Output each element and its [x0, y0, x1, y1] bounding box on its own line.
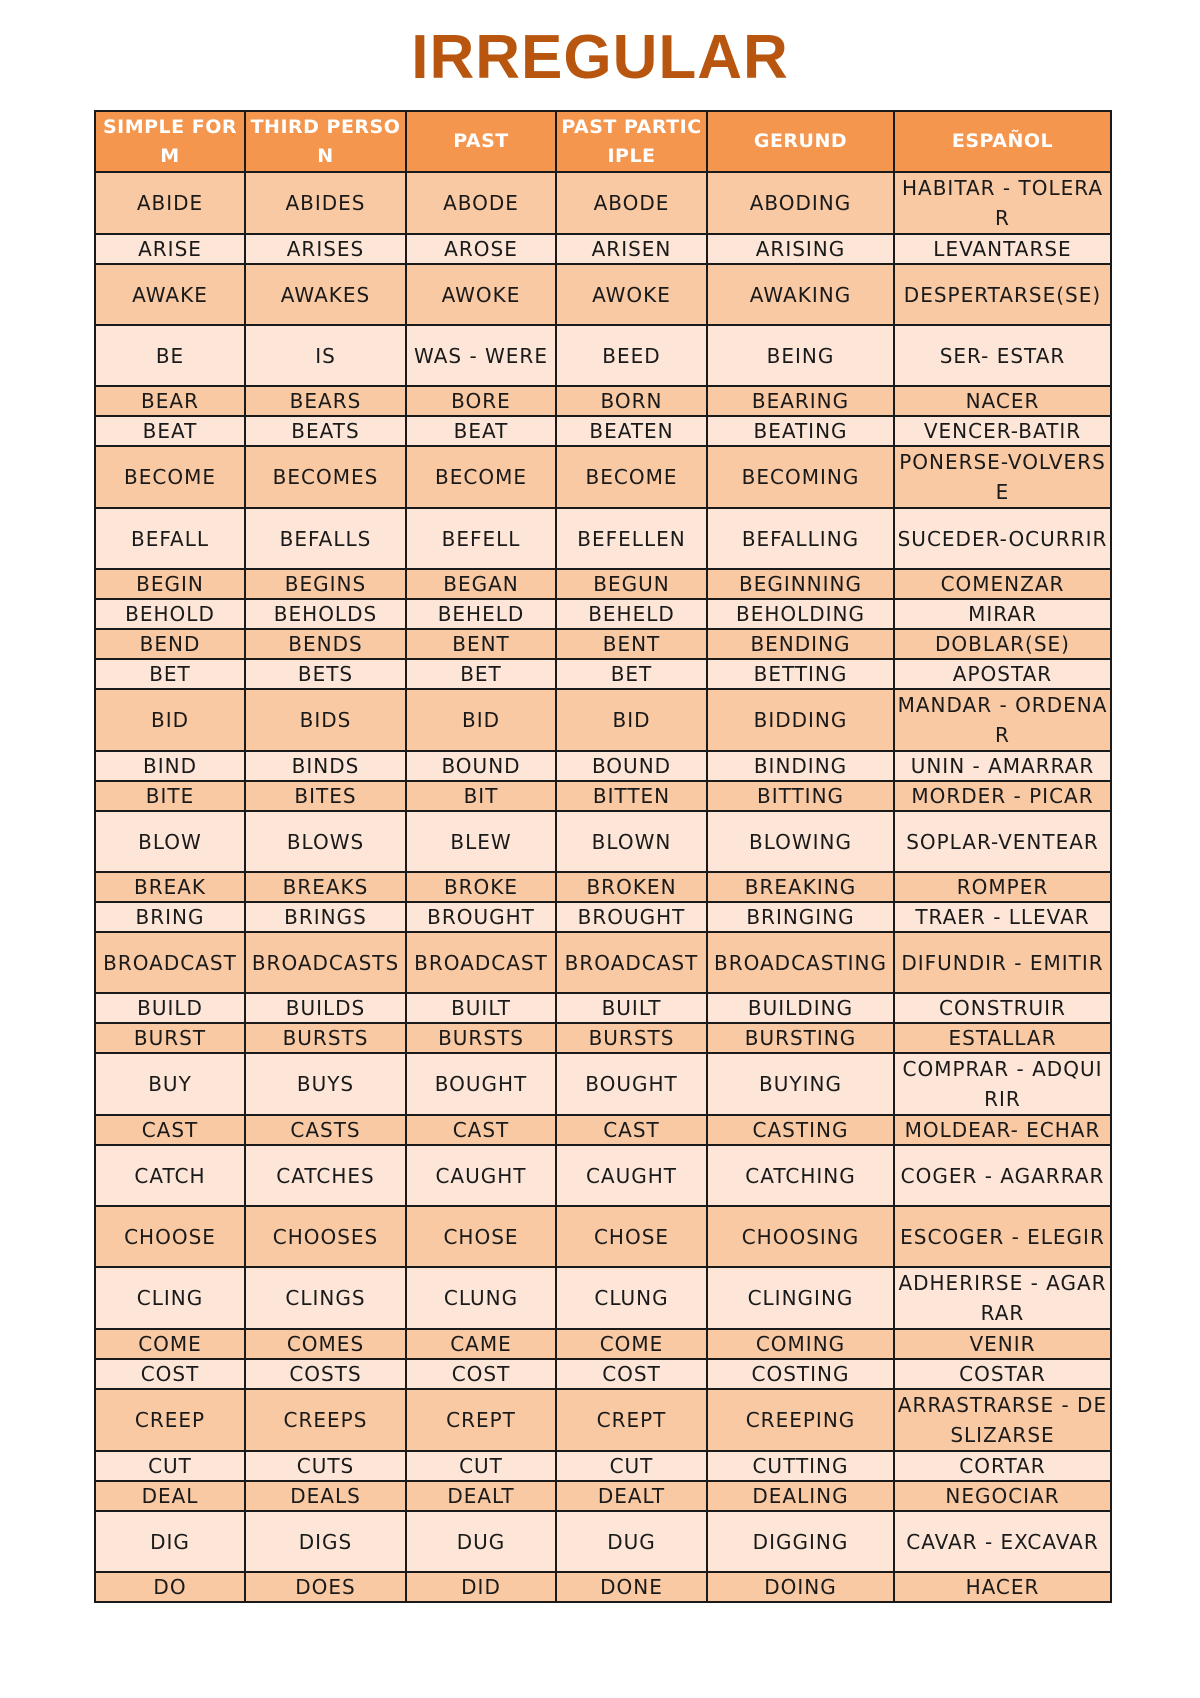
cell-past-participle: BECOME [556, 446, 707, 508]
cell-gerund: BETTING [707, 659, 894, 689]
cell-espanol: HACER [894, 1572, 1111, 1602]
table-row [95, 781, 1111, 811]
cell-gerund: BEING [707, 325, 894, 386]
table-row [95, 325, 1111, 386]
cell-simple-form: CUT [95, 1451, 245, 1481]
cell-espanol: ESTALLAR [894, 1023, 1111, 1053]
cell-past-participle: BROADCAST [556, 932, 707, 993]
cell-past: ABODE [406, 172, 556, 234]
cell-past-participle: CAUGHT [556, 1145, 707, 1206]
cell-past-participle: BEED [556, 325, 707, 386]
cell-simple-form: BECOME [95, 446, 245, 508]
header-simple-form: SIMPLE FORM [95, 111, 245, 172]
table-row [95, 1572, 1111, 1602]
cell-third-person: BITES [245, 781, 406, 811]
cell-third-person: CLINGS [245, 1267, 406, 1329]
cell-past-participle: BET [556, 659, 707, 689]
cell-simple-form: BIND [95, 751, 245, 781]
cell-simple-form: CLING [95, 1267, 245, 1329]
cell-past: BOUND [406, 751, 556, 781]
cell-past: BIT [406, 781, 556, 811]
table-row [95, 689, 1111, 751]
cell-third-person: CUTS [245, 1451, 406, 1481]
cell-past: CHOSE [406, 1206, 556, 1267]
cell-simple-form: BE [95, 325, 245, 386]
cell-gerund: BITTING [707, 781, 894, 811]
cell-third-person: BIDS [245, 689, 406, 751]
cell-espanol: COMENZAR [894, 569, 1111, 599]
cell-past: CAME [406, 1329, 556, 1359]
cell-past: BEGAN [406, 569, 556, 599]
cell-past-participle: BEGUN [556, 569, 707, 599]
cell-simple-form: COME [95, 1329, 245, 1359]
cell-past-participle: BEATEN [556, 416, 707, 446]
cell-past-participle: DEALT [556, 1481, 707, 1511]
cell-third-person: IS [245, 325, 406, 386]
header-third-person: THIRD PERSON [245, 111, 406, 172]
table-row [95, 659, 1111, 689]
cell-espanol: VENCER-BATIR [894, 416, 1111, 446]
cell-past-participle: CLUNG [556, 1267, 707, 1329]
cell-simple-form: BID [95, 689, 245, 751]
cell-past: BOUGHT [406, 1053, 556, 1115]
cell-simple-form: BEND [95, 629, 245, 659]
cell-past: BURSTS [406, 1023, 556, 1053]
cell-gerund: BEFALLING [707, 508, 894, 569]
cell-simple-form: BEAT [95, 416, 245, 446]
cell-third-person: CREEPS [245, 1389, 406, 1451]
cell-espanol: COMPRAR - ADQUIRIR [894, 1053, 1111, 1115]
cell-gerund: ABODING [707, 172, 894, 234]
table-row [95, 1389, 1111, 1451]
cell-third-person: AWAKES [245, 264, 406, 325]
cell-past-participle: CHOSE [556, 1206, 707, 1267]
cell-third-person: BURSTS [245, 1023, 406, 1053]
cell-third-person: ARISES [245, 234, 406, 264]
cell-simple-form: ABIDE [95, 172, 245, 234]
cell-simple-form: BITE [95, 781, 245, 811]
cell-past-participle: BOUGHT [556, 1053, 707, 1115]
table-row [95, 1115, 1111, 1145]
cell-gerund: BREAKING [707, 872, 894, 902]
cell-past-participle: DONE [556, 1572, 707, 1602]
cell-simple-form: BRING [95, 902, 245, 932]
table-row [95, 811, 1111, 872]
cell-past-participle: BID [556, 689, 707, 751]
cell-gerund: DOING [707, 1572, 894, 1602]
cell-past: CLUNG [406, 1267, 556, 1329]
table-row [95, 1267, 1111, 1329]
cell-espanol: MIRAR [894, 599, 1111, 629]
cell-past-participle: BROUGHT [556, 902, 707, 932]
cell-past: CAST [406, 1115, 556, 1145]
cell-gerund: CATCHING [707, 1145, 894, 1206]
table-row [95, 599, 1111, 629]
cell-simple-form: CATCH [95, 1145, 245, 1206]
cell-gerund: BUILDING [707, 993, 894, 1023]
cell-past-participle: COME [556, 1329, 707, 1359]
cell-third-person: COSTS [245, 1359, 406, 1389]
cell-third-person: BLOWS [245, 811, 406, 872]
cell-simple-form: COST [95, 1359, 245, 1389]
cell-past: BECOME [406, 446, 556, 508]
page-title: IRREGULAR [411, 23, 789, 92]
cell-past: BID [406, 689, 556, 751]
cell-past-participle: ABODE [556, 172, 707, 234]
cell-espanol: PONERSE-VOLVERSE [894, 446, 1111, 508]
cell-past: BENT [406, 629, 556, 659]
table-row [95, 569, 1111, 599]
cell-gerund: COSTING [707, 1359, 894, 1389]
cell-past-participle: BEFELLEN [556, 508, 707, 569]
cell-espanol: MOLDEAR- ECHAR [894, 1115, 1111, 1145]
cell-past: CUT [406, 1451, 556, 1481]
cell-espanol: SER- ESTAR [894, 325, 1111, 386]
table-row [95, 1481, 1111, 1511]
table-row [95, 1206, 1111, 1267]
cell-gerund: CLINGING [707, 1267, 894, 1329]
cell-past: BEFELL [406, 508, 556, 569]
table-row [95, 446, 1111, 508]
cell-gerund: CREEPING [707, 1389, 894, 1451]
cell-espanol: DIFUNDIR - EMITIR [894, 932, 1111, 993]
cell-espanol: COGER - AGARRAR [894, 1145, 1111, 1206]
table-row [95, 751, 1111, 781]
cell-past-participle: BLOWN [556, 811, 707, 872]
table-row [95, 1359, 1111, 1389]
cell-espanol: SUCEDER-OCURRIR [894, 508, 1111, 569]
cell-espanol: DOBLAR(SE) [894, 629, 1111, 659]
cell-third-person: BRINGS [245, 902, 406, 932]
table-row [95, 264, 1111, 325]
cell-simple-form: BET [95, 659, 245, 689]
cell-past-participle: BITTEN [556, 781, 707, 811]
cell-simple-form: BLOW [95, 811, 245, 872]
cell-espanol: ESCOGER - ELEGIR [894, 1206, 1111, 1267]
cell-espanol: MANDAR - ORDENAR [894, 689, 1111, 751]
cell-past: DUG [406, 1511, 556, 1572]
cell-espanol: COSTAR [894, 1359, 1111, 1389]
table-row [95, 508, 1111, 569]
cell-simple-form: ARISE [95, 234, 245, 264]
cell-simple-form: DEAL [95, 1481, 245, 1511]
cell-gerund: BINDING [707, 751, 894, 781]
table-header-row [95, 111, 1111, 172]
cell-third-person: DOES [245, 1572, 406, 1602]
cell-espanol: DESPERTARSE(SE) [894, 264, 1111, 325]
cell-espanol: ADHERIRSE - AGARRAR [894, 1267, 1111, 1329]
cell-gerund: BROADCASTING [707, 932, 894, 993]
cell-simple-form: AWAKE [95, 264, 245, 325]
cell-simple-form: BEFALL [95, 508, 245, 569]
cell-espanol: CONSTRUIR [894, 993, 1111, 1023]
cell-past-participle: AWOKE [556, 264, 707, 325]
cell-simple-form: CAST [95, 1115, 245, 1145]
cell-past: WAS - WERE [406, 325, 556, 386]
cell-simple-form: BUY [95, 1053, 245, 1115]
cell-simple-form: BURST [95, 1023, 245, 1053]
cell-gerund: BECOMING [707, 446, 894, 508]
cell-third-person: BEFALLS [245, 508, 406, 569]
cell-espanol: UNIN - AMARRAR [894, 751, 1111, 781]
cell-third-person: DEALS [245, 1481, 406, 1511]
table-row [95, 629, 1111, 659]
cell-past: BROKE [406, 872, 556, 902]
cell-past-participle: DUG [556, 1511, 707, 1572]
cell-third-person: BETS [245, 659, 406, 689]
cell-espanol: TRAER - LLEVAR [894, 902, 1111, 932]
cell-gerund: BLOWING [707, 811, 894, 872]
cell-third-person: BROADCASTS [245, 932, 406, 993]
cell-past: DID [406, 1572, 556, 1602]
cell-past-participle: BEHELD [556, 599, 707, 629]
cell-gerund: BIDDING [707, 689, 894, 751]
cell-third-person: BEGINS [245, 569, 406, 599]
table-row [95, 872, 1111, 902]
cell-simple-form: DO [95, 1572, 245, 1602]
cell-past: AWOKE [406, 264, 556, 325]
cell-past: BUILT [406, 993, 556, 1023]
cell-past: COST [406, 1359, 556, 1389]
table-row [95, 386, 1111, 416]
cell-past: CAUGHT [406, 1145, 556, 1206]
cell-gerund: AWAKING [707, 264, 894, 325]
cell-third-person: BEHOLDS [245, 599, 406, 629]
cell-past: CREPT [406, 1389, 556, 1451]
cell-gerund: BEARING [707, 386, 894, 416]
table-row [95, 172, 1111, 234]
cell-simple-form: DIG [95, 1511, 245, 1572]
table-row [95, 932, 1111, 993]
table-row [95, 993, 1111, 1023]
cell-gerund: BURSTING [707, 1023, 894, 1053]
cell-gerund: CHOOSING [707, 1206, 894, 1267]
cell-past-participle: CUT [556, 1451, 707, 1481]
cell-simple-form: CREEP [95, 1389, 245, 1451]
table-row [95, 1145, 1111, 1206]
cell-third-person: ABIDES [245, 172, 406, 234]
cell-gerund: COMING [707, 1329, 894, 1359]
cell-simple-form: BEHOLD [95, 599, 245, 629]
cell-past: BROADCAST [406, 932, 556, 993]
cell-past-participle: BENT [556, 629, 707, 659]
cell-gerund: CUTTING [707, 1451, 894, 1481]
cell-past-participle: CREPT [556, 1389, 707, 1451]
cell-past: BLEW [406, 811, 556, 872]
cell-past-participle: BOUND [556, 751, 707, 781]
cell-past-participle: BORN [556, 386, 707, 416]
cell-simple-form: BEAR [95, 386, 245, 416]
cell-gerund: CASTING [707, 1115, 894, 1145]
cell-gerund: BRINGING [707, 902, 894, 932]
cell-past: BEHELD [406, 599, 556, 629]
cell-espanol: VENIR [894, 1329, 1111, 1359]
cell-past-participle: COST [556, 1359, 707, 1389]
cell-third-person: BEARS [245, 386, 406, 416]
table-row [95, 1329, 1111, 1359]
cell-third-person: CATCHES [245, 1145, 406, 1206]
cell-espanol: CAVAR - EXCAVAR [894, 1511, 1111, 1572]
cell-gerund: DEALING [707, 1481, 894, 1511]
cell-past: BROUGHT [406, 902, 556, 932]
table-row [95, 902, 1111, 932]
cell-espanol: APOSTAR [894, 659, 1111, 689]
cell-past: DEALT [406, 1481, 556, 1511]
cell-past-participle: ARISEN [556, 234, 707, 264]
cell-past: BET [406, 659, 556, 689]
cell-espanol: NEGOCIAR [894, 1481, 1111, 1511]
table-row [95, 234, 1111, 264]
cell-past-participle: BUILT [556, 993, 707, 1023]
cell-third-person: CASTS [245, 1115, 406, 1145]
cell-third-person: BINDS [245, 751, 406, 781]
cell-simple-form: BREAK [95, 872, 245, 902]
table-row [95, 1023, 1111, 1053]
cell-espanol: MORDER - PICAR [894, 781, 1111, 811]
cell-third-person: BEATS [245, 416, 406, 446]
cell-espanol: NACER [894, 386, 1111, 416]
table-row [95, 416, 1111, 446]
cell-third-person: BUILDS [245, 993, 406, 1023]
cell-espanol: LEVANTARSE [894, 234, 1111, 264]
cell-espanol: SOPLAR-VENTEAR [894, 811, 1111, 872]
cell-past-participle: CAST [556, 1115, 707, 1145]
cell-simple-form: BUILD [95, 993, 245, 1023]
table-row [95, 1451, 1111, 1481]
irregular-verbs-table [94, 110, 1112, 1603]
cell-third-person: BUYS [245, 1053, 406, 1115]
cell-gerund: BEGINNING [707, 569, 894, 599]
cell-espanol: ARRASTRARSE - DESLIZARSE [894, 1389, 1111, 1451]
cell-past-participle: BURSTS [556, 1023, 707, 1053]
cell-past-participle: BROKEN [556, 872, 707, 902]
cell-past: BEAT [406, 416, 556, 446]
cell-gerund: BEATING [707, 416, 894, 446]
header-past-participle: PAST PARTICIPLE [556, 111, 707, 172]
cell-gerund: BUYING [707, 1053, 894, 1115]
header-past: PAST [406, 111, 556, 172]
cell-past: BORE [406, 386, 556, 416]
cell-gerund: BENDING [707, 629, 894, 659]
cell-third-person: BREAKS [245, 872, 406, 902]
cell-espanol: HABITAR - TOLERAR [894, 172, 1111, 234]
cell-simple-form: BEGIN [95, 569, 245, 599]
cell-third-person: CHOOSES [245, 1206, 406, 1267]
cell-simple-form: BROADCAST [95, 932, 245, 993]
cell-espanol: CORTAR [894, 1451, 1111, 1481]
cell-gerund: ARISING [707, 234, 894, 264]
cell-third-person: DIGS [245, 1511, 406, 1572]
cell-past: AROSE [406, 234, 556, 264]
header-espanol: ESPAÑOL [894, 111, 1111, 172]
cell-espanol: ROMPER [894, 872, 1111, 902]
cell-third-person: BECOMES [245, 446, 406, 508]
cell-simple-form: CHOOSE [95, 1206, 245, 1267]
table-row [95, 1053, 1111, 1115]
cell-third-person: BENDS [245, 629, 406, 659]
header-gerund: GERUND [707, 111, 894, 172]
cell-gerund: DIGGING [707, 1511, 894, 1572]
cell-third-person: COMES [245, 1329, 406, 1359]
cell-gerund: BEHOLDING [707, 599, 894, 629]
table-row [95, 1511, 1111, 1572]
